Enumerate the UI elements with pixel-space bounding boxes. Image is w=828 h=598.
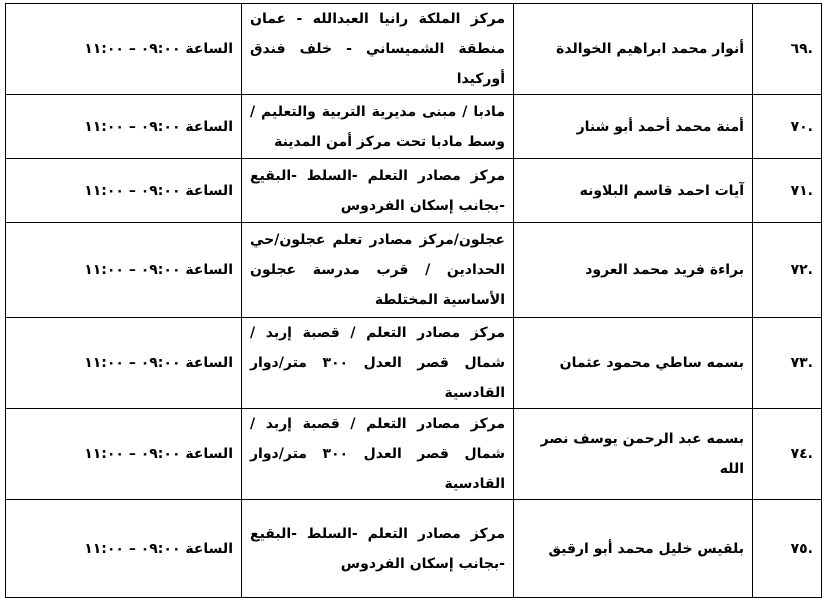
table-row <box>6 4 822 95</box>
row-number: .٧٠ <box>753 95 822 159</box>
table-row <box>6 500 822 598</box>
exam-location: مركز مصادر التعلم -السلط -البقيع -بجانب إسكان الفردوس <box>242 500 514 598</box>
student-name: بلقيس خليل محمد أبو ارقيق <box>514 500 753 598</box>
row-number: .٧٥ <box>753 500 822 598</box>
exam-time: الساعة ٠٩:٠٠ – ١١:٠٠ <box>6 4 242 95</box>
row-number: .٦٩ <box>753 4 822 95</box>
student-name: أنوار محمد ابراهيم الخوالدة <box>514 4 753 95</box>
student-name: براءة فريد محمد العرود <box>514 223 753 318</box>
exam-time: الساعة ٠٩:٠٠ – ١١:٠٠ <box>6 409 242 500</box>
row-number: .٧٢ <box>753 223 822 318</box>
student-name: بسمه ساطي محمود عثمان <box>514 318 753 409</box>
schedule-table <box>5 3 822 598</box>
student-name: بسمه عبد الرحمن يوسف نصر الله <box>514 409 753 500</box>
exam-location: مركز مصادر التعلم / قصبة إربد / شمال قصر العدل ٣٠٠ متر/دوار القادسية <box>242 318 514 409</box>
table-row <box>6 159 822 223</box>
table-row <box>6 95 822 159</box>
exam-time: الساعة ٠٩:٠٠ – ١١:٠٠ <box>6 223 242 318</box>
student-name: أمنة محمد أحمد أبو شنار <box>514 95 753 159</box>
student-name: آيات احمد قاسم البلاونه <box>514 159 753 223</box>
row-number: .٧٤ <box>753 409 822 500</box>
table-row <box>6 223 822 318</box>
exam-time: الساعة ٠٩:٠٠ – ١١:٠٠ <box>6 95 242 159</box>
exam-location: عجلون/مركز مصادر تعلم عجلون/حي الحدادين / قرب مدرسة عجلون الأساسية المختلطة <box>242 223 514 318</box>
row-number: .٧١ <box>753 159 822 223</box>
exam-time: الساعة ٠٩:٠٠ – ١١:٠٠ <box>6 318 242 409</box>
exam-location: مركز الملكة رانيا العبدالله - عمان منطقة الشميساني - خلف فندق أوركيدا <box>242 4 514 95</box>
exam-location: مركز مصادر التعلم / قصبة إربد / شمال قصر العدل ٣٠٠ متر/دوار القادسية <box>242 409 514 500</box>
table-row <box>6 318 822 409</box>
row-number: .٧٣ <box>753 318 822 409</box>
exam-location: مركز مصادر التعلم -السلط -البقيع -بجانب إسكان الفردوس <box>242 159 514 223</box>
exam-location: مادبا / مبنى مديرية التربية والتعليم /وسط مادبا تحت مركز أمن المدينة <box>242 95 514 159</box>
exam-time: الساعة ٠٩:٠٠ – ١١:٠٠ <box>6 159 242 223</box>
exam-time: الساعة ٠٩:٠٠ – ١١:٠٠ <box>6 500 242 598</box>
table-row <box>6 409 822 500</box>
